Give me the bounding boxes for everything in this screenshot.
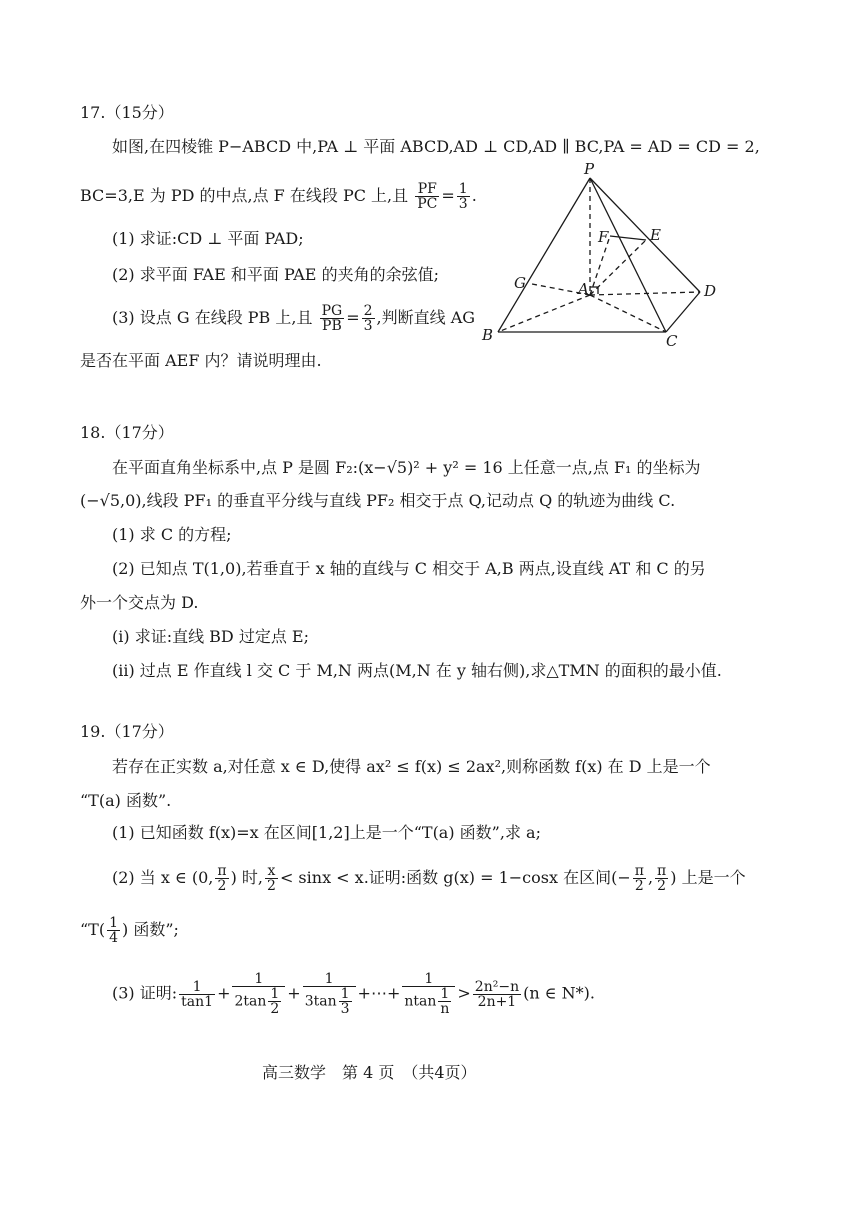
fraction-pi-over-2-neg: $\frac{\pi}{2}$ — [634, 863, 644, 894]
edge-cd — [666, 292, 700, 332]
term-3: 1 3tan $\frac{1}{3}$ — [303, 972, 356, 1016]
problem-17-line2: BC=3,E 为 PD 的中点,点 F 在线段 PC 上,且 $\frac{PF}{PC}$ = $\frac{1}{3}$ . — [80, 181, 477, 212]
fraction-two-thirds: $\frac{2}{3}$ — [363, 303, 373, 334]
problem-18-qi: (i) 求证:直线 BD 过定点 E; — [112, 627, 309, 646]
problem-18-q1: (1) 求 C 的方程; — [112, 525, 232, 544]
problem-18-heading: 18.（17分） — [80, 423, 174, 442]
fraction-one-third: $\frac{1}{3}$ — [458, 181, 468, 212]
label-a: A — [578, 280, 589, 298]
edge-pb — [498, 178, 590, 332]
fraction-pi-over-2-pos: $\frac{\pi}{2}$ — [657, 863, 667, 894]
fraction-pi-over-2: $\frac{\pi}{2}$ — [217, 863, 227, 894]
problem-19-q3: (3) 证明: $\frac{1}{\tan 1}$ + 1 2tan $\frac{1}{2}$ + 1 3tan $\frac{1}{3}$ +⋯+ 1 ntan $\frac{1}{n}$ > $\frac{\text{2n²−n}}{2n+1}$ (n ∈ N*). — [112, 971, 595, 1017]
segment-fe — [610, 236, 646, 240]
problem-19-q2: (2) 当 x ∈ (0, $\frac{\pi}{2}$ ) 时, $\frac{x}{2}$ < sinx < x.证明:函数 g(x) = 1−cosx 在区间(− $\frac{\pi}{2}$ , $\frac{\pi}{2}$ ) 上是一个 — [112, 863, 746, 894]
edge-ab — [498, 295, 590, 332]
label-p: P — [584, 160, 595, 178]
label-d: D — [704, 282, 717, 300]
label-e: E — [650, 226, 661, 244]
rhs-fraction: $\frac{\text{2n²−n}}{2n+1}$ — [474, 978, 520, 1010]
fraction-pg-pb: $\frac{PG}{PB}$ — [321, 303, 343, 334]
term-n: 1 ntan $\frac{1}{n}$ — [402, 972, 455, 1016]
fraction-pf-pc: $\frac{PF}{PC}$ — [417, 181, 438, 212]
problem-18-line2: (−√5,0),线段 PF₁ 的垂直平分线与直线 PF₂ 相交于点 Q,记动点 Q 的轨迹为曲线 C. — [80, 491, 676, 510]
problem-18-line1: 在平面直角坐标系中,点 P 是圆 F₂:(x−√5)² + y² = 16 上任意一点,点 F₁ 的坐标为 — [112, 458, 701, 477]
problem-17-q3-cont: 是否在平面 AEF 内？请说明理由. — [80, 351, 322, 370]
term-2: 1 2tan $\frac{1}{2}$ — [232, 972, 285, 1016]
edge-pc — [590, 178, 666, 332]
problem-17-q3: (3) 设点 G 在线段 PB 上,且 $\frac{PG}{PB}$ = $\frac{2}{3}$ ,判断直线 AG — [112, 303, 476, 334]
pyramid-figure — [470, 160, 730, 350]
text: BC=3,E 为 PD 的中点,点 F 在线段 PC 上,且 — [80, 186, 409, 205]
problem-17-q1: (1) 求证:CD ⊥ 平面 PAD; — [112, 229, 304, 248]
problem-19-q1: (1) 已知函数 f(x)=x 在区间[1,2]上是一个“T(a) 函数”,求 a; — [112, 823, 541, 842]
label-c: C — [666, 332, 678, 350]
problem-19-line1: 若存在正实数 a,对任意 x ∈ D,使得 ax² ≤ f(x) ≤ 2ax²,则称函数 f(x) 在 D 上是一个 — [112, 757, 711, 776]
label-f: F — [598, 228, 609, 246]
problem-19-q2-cont: “T( $\frac{1}{4}$ ) 函数”; — [80, 915, 179, 946]
problem-19-heading: 19.（17分） — [80, 722, 174, 741]
problem-18-qii: (ii) 过点 E 作直线 l 交 C 于 M,N 两点(M,N 在 y 轴右侧),求△TMN 的面积的最小值. — [112, 661, 722, 680]
problem-17-q2: (2) 求平面 FAE 和平面 PAE 的夹角的余弦值; — [112, 265, 439, 284]
problem-17-heading: 17.（15分） — [80, 103, 174, 122]
problem-18-q2: (2) 已知点 T(1,0),若垂直于 x 轴的直线与 C 相交于 A,B 两点,设直线 AT 和 C 的另 — [112, 559, 706, 578]
problem-18-q2-cont: 外一个交点为 D. — [80, 593, 199, 612]
label-b: B — [482, 326, 494, 344]
edge-ad — [590, 292, 700, 295]
problem-17-line1: 如图,在四棱锥 P−ABCD 中,PA ⊥ 平面 ABCD,AD ⊥ CD,AD ∥ BC,PA = AD = CD = 2, — [112, 137, 760, 156]
label-g: G — [514, 274, 526, 292]
problem-19-line2: “T(a) 函数”. — [80, 791, 172, 810]
term-1: $\frac{1}{\tan 1}$ — [181, 978, 214, 1010]
edge-ac — [590, 295, 666, 332]
fraction-x-over-2: $\frac{x}{2}$ — [267, 863, 276, 894]
page-footer: 高三数学 第 4 页 （共4页） — [262, 1063, 477, 1082]
fraction-one-quarter: $\frac{1}{4}$ — [109, 915, 119, 946]
